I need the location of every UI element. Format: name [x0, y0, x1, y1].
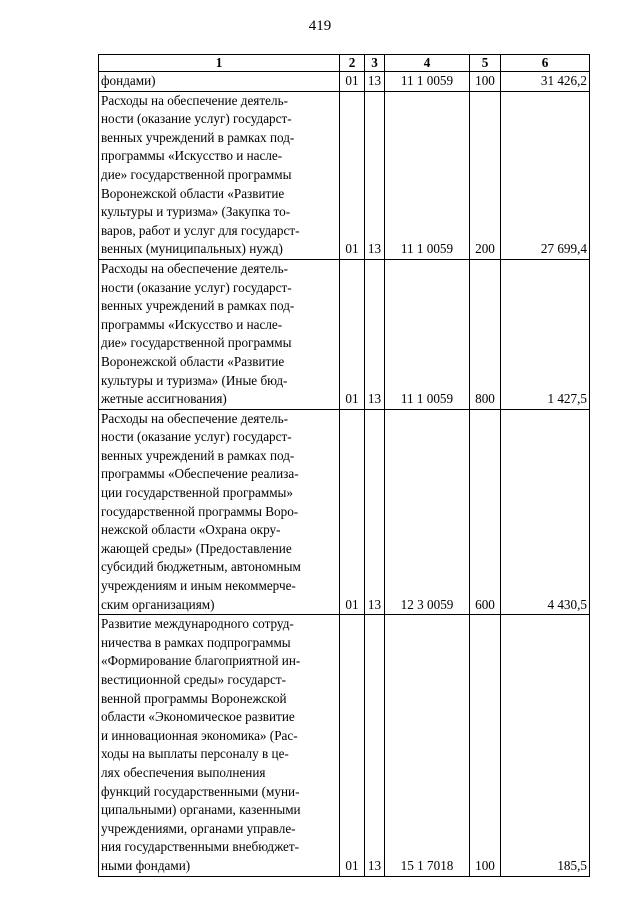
budget-table: [98, 54, 590, 877]
row-amount: 185,5: [501, 615, 590, 876]
row-expense-type-code: 600: [470, 409, 501, 615]
row-amount: 31 426,2: [501, 72, 590, 92]
row-target-article-code: 11 1 0059: [385, 259, 470, 409]
row-section-code: 01: [340, 91, 365, 259]
table-row: [99, 615, 590, 876]
row-description: Расходы на обеспечение деятель- ности (оказание услуг) государст- венных учреждений в рамках под- программы «Искусство и насле- дие» государственной программы Воронежской области «Развитие культуры и туризма» (Иные бюд- жетные ассигнования): [99, 259, 340, 409]
column-header-2: 2: [340, 55, 365, 72]
page-number: 419: [308, 18, 332, 34]
row-amount: 4 430,5: [501, 409, 590, 615]
row-section-code: 01: [340, 72, 365, 92]
row-description: Расходы на обеспечение деятель- ности (оказание услуг) государст- венных учреждений в рамках под- программы «Обеспечение реализа- ции государственной программы» государственной программы Воро- нежской области «Охрана окру- жающей среды» (Предоставление субсидий бюджетным, автономным учреждениям и иным некоммерче- ским организациям): [99, 409, 340, 615]
row-expense-type-code: 100: [470, 615, 501, 876]
column-header-5: 5: [470, 55, 501, 72]
row-section-code: 01: [340, 409, 365, 615]
row-subsection-code: 13: [365, 72, 385, 92]
row-expense-type-code: 200: [470, 91, 501, 259]
column-header-1: 1: [99, 55, 340, 72]
row-amount: 1 427,5: [501, 259, 590, 409]
table-header-row: [99, 55, 590, 72]
table-row: [99, 72, 590, 92]
table-row: [99, 259, 590, 409]
table-row: [99, 91, 590, 259]
column-header-6: 6: [501, 55, 590, 72]
row-target-article-code: 12 3 0059: [385, 409, 470, 615]
row-amount: 27 699,4: [501, 91, 590, 259]
table-row: [99, 409, 590, 615]
row-description: фондами): [99, 72, 340, 92]
row-section-code: 01: [340, 259, 365, 409]
row-subsection-code: 13: [365, 615, 385, 876]
row-subsection-code: 13: [365, 409, 385, 615]
row-subsection-code: 13: [365, 91, 385, 259]
row-description: Расходы на обеспечение деятель- ности (оказание услуг) государст- венных учреждений в рамках под- программы «Искусство и насле- дие» государственной программы Воронежской области «Развитие культуры и туризма» (Закупка то- варов, работ и услуг для государст- венных (муниципальных) нужд): [99, 91, 340, 259]
row-subsection-code: 13: [365, 259, 385, 409]
row-description: Развитие международного сотруд- ничества в рамках подпрограммы «Формирование благоприятной ин- вестиционной среды» государст- венной программы Воронежской области «Экономическое развитие и инновационная экономика» (Рас- ходы на выплаты персоналу в це- лях обеспечения выполнения функций государственными (муни- ципальными) органами, казенными учреждениями, органами управле- ния государственными внебюджет- ными фондами): [99, 615, 340, 876]
row-section-code: 01: [340, 615, 365, 876]
row-target-article-code: 15 1 7018: [385, 615, 470, 876]
column-header-3: 3: [365, 55, 385, 72]
row-target-article-code: 11 1 0059: [385, 72, 470, 92]
row-expense-type-code: 800: [470, 259, 501, 409]
row-target-article-code: 11 1 0059: [385, 91, 470, 259]
column-header-4: 4: [385, 55, 470, 72]
row-expense-type-code: 100: [470, 72, 501, 92]
